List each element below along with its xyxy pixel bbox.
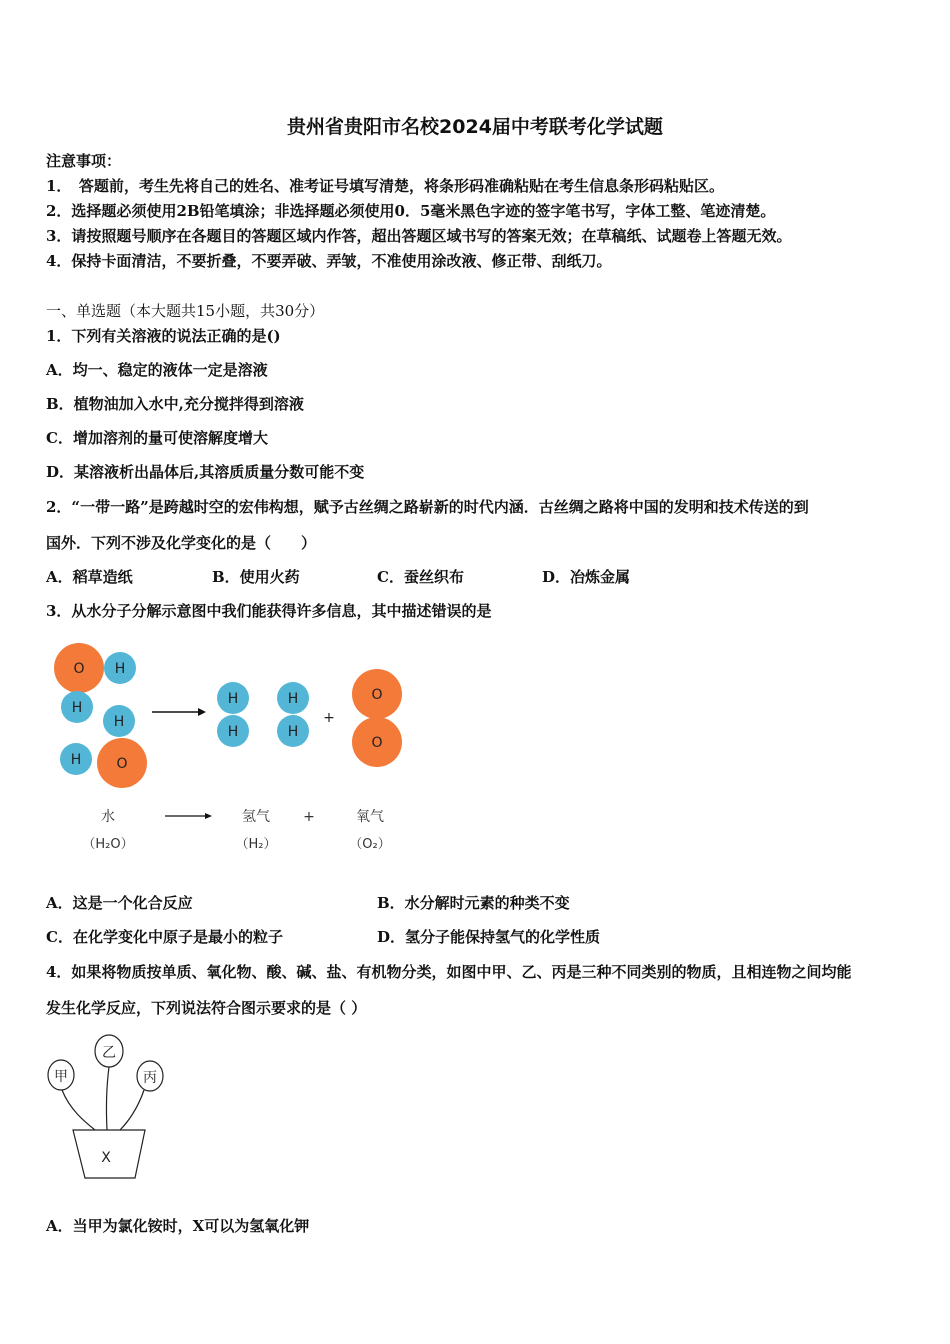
oxygen-formula: （O₂） — [349, 837, 391, 852]
svg-text:O: O — [116, 756, 128, 772]
q2-option-d: D．冶炼金属 — [542, 568, 631, 586]
hydrogen-label: 氢气 — [242, 809, 270, 825]
svg-text:H: H — [287, 724, 299, 740]
oxygen-label: 氧气 — [356, 809, 384, 825]
q3-option-a: A．这是一个化合反应 — [46, 894, 193, 912]
q1-option-c: C．增加溶剂的量可使溶解度增大 — [46, 429, 268, 447]
q3-stem: 3．从水分子分解示意图中我们能获得许多信息，其中描述错误的是 — [46, 602, 492, 620]
svg-text:+: + — [303, 809, 315, 825]
classification-diagram — [40, 1030, 180, 1185]
q2-stem-line1: 2．“一带一路”是跨越时空的宏伟构想，赋予古丝绸之路崭新的时代内涵．古丝绸之路将中国的发明和技术传送的到 — [46, 498, 809, 516]
x-label: X — [101, 1150, 111, 1166]
q1-option-a: A．均一、稳定的液体一定是溶液 — [46, 361, 268, 379]
jia-label: 甲 — [54, 1069, 68, 1085]
q1-option-b: B．植物油加入水中,充分搅拌得到溶液 — [46, 395, 304, 413]
notice-item-3: 3．请按照题号顺序在各题目的答题区域内作答，超出答题区域书写的答案无效；在草稿纸、试题卷上答题无效。 — [46, 227, 792, 245]
bing-label: 丙 — [143, 1070, 157, 1086]
q3-option-d: D．氢分子能保持氢气的化学性质 — [377, 928, 601, 946]
water-decomposition-diagram — [40, 630, 440, 870]
water-label: 水 — [101, 809, 115, 825]
q2-option-b: B．使用火药 — [212, 568, 300, 586]
svg-text:H: H — [70, 752, 82, 768]
svg-text:H: H — [227, 691, 239, 707]
q2-option-a: A．稻草造纸 — [46, 568, 133, 586]
q4-option-a: A．当甲为氯化铵时，X可以为氢氧化钾 — [46, 1217, 310, 1235]
svg-text:+: + — [323, 710, 335, 726]
svg-text:O: O — [371, 687, 383, 703]
notice-item-4: 4．保持卡面清洁，不要折叠，不要弄破、弄皱，不准使用涂改液、修正带、刮纸刀。 — [46, 252, 612, 270]
svg-text:O: O — [371, 735, 383, 751]
svg-text:H: H — [287, 691, 299, 707]
q2-option-c: C．蚕丝织布 — [377, 568, 464, 586]
notice-heading: 注意事项： — [46, 152, 122, 170]
svg-text:O: O — [73, 661, 85, 677]
q4-stem-line1: 4．如果将物质按单质、氧化物、酸、碱、盐、有机物分类，如图中甲、乙、丙是三种不同类别的物质，且相连物之间均能 — [46, 963, 852, 981]
page-title: 贵州省贵阳市名校2024届中考联考化学试题 — [287, 116, 663, 138]
svg-text:H: H — [113, 714, 125, 730]
yi-label: 乙 — [102, 1045, 116, 1061]
notice-item-1: 1． 答题前，考生先将自己的姓名、准考证号填写清楚，将条形码准确粘贴在考生信息条形码粘贴区。 — [46, 177, 724, 195]
q3-option-c: C．在化学变化中原子是最小的粒子 — [46, 928, 283, 946]
arrow-icon — [205, 813, 212, 819]
svg-text:H: H — [227, 724, 239, 740]
hydrogen-formula: （H₂） — [235, 837, 277, 852]
q3-option-b: B．水分解时元素的种类不变 — [377, 894, 570, 912]
q2-stem-line2: 国外．下列不涉及化学变化的是（ ） — [46, 534, 317, 552]
water-formula: （H₂O） — [82, 837, 134, 852]
svg-text:H: H — [114, 661, 126, 677]
section-heading: 一、单选题（本大题共15小题，共30分） — [46, 302, 325, 320]
q1-option-d: D．某溶液析出晶体后,其溶质质量分数可能不变 — [46, 463, 365, 481]
arrow-icon — [198, 708, 206, 716]
q4-stem-line2: 发生化学反应，下列说法符合图示要求的是（ ） — [46, 999, 367, 1017]
svg-text:H: H — [71, 700, 83, 716]
q1-stem: 1．下列有关溶液的说法正确的是() — [46, 327, 281, 345]
notice-item-2: 2．选择题必须使用2B铅笔填涂；非选择题必须使用0．5毫米黑色字迹的签字笔书写，字体工整、笔迹清楚。 — [46, 202, 776, 220]
